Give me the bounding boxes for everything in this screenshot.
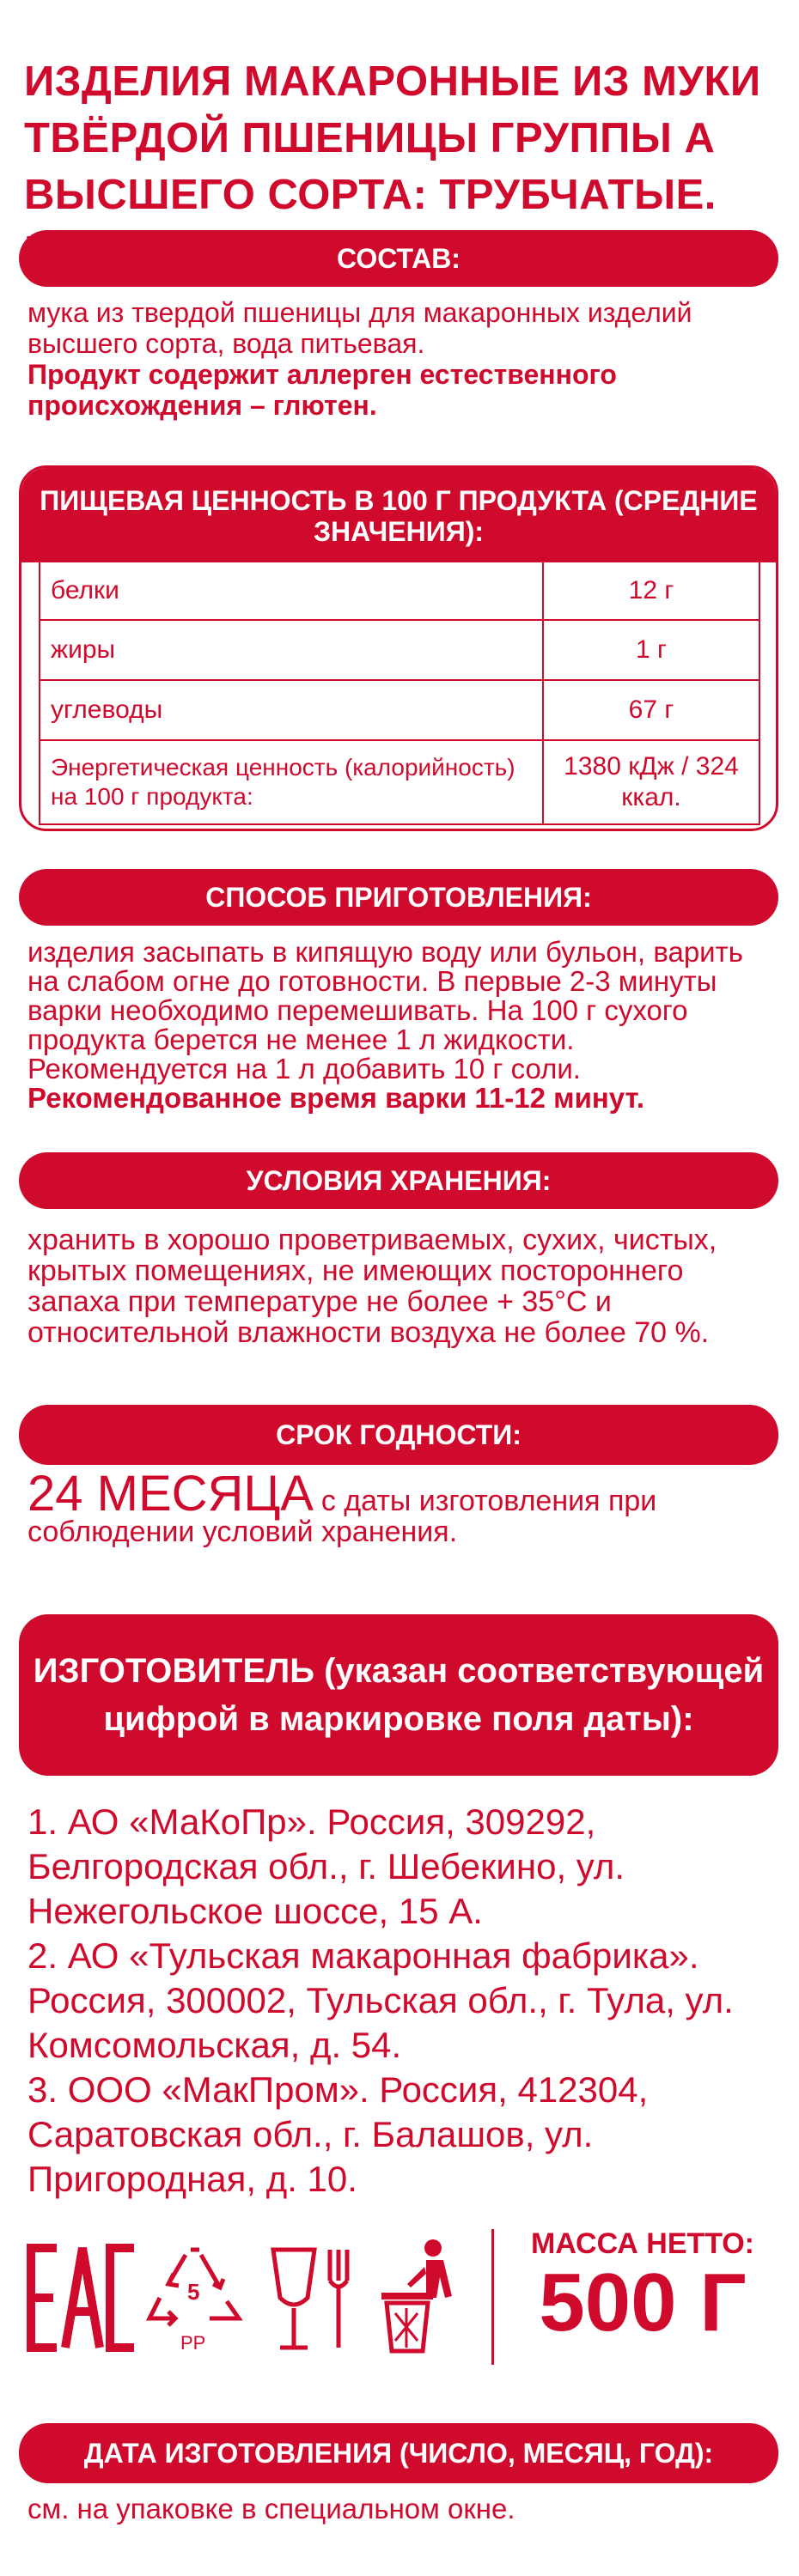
- nutrient-value: 1 г: [543, 620, 759, 680]
- storage-heading: УСЛОВИЯ ХРАНЕНИЯ:: [19, 1152, 778, 1209]
- recycle-code: PP: [180, 2332, 206, 2354]
- preparation-block: [27, 938, 775, 1113]
- nutrition-row-protein: [40, 562, 759, 620]
- nutrient-value: 12 г: [543, 562, 759, 620]
- shelf-life-heading: СРОК ГОДНОСТИ:: [19, 1405, 778, 1465]
- storage-text: хранить в хорошо проветриваемых, сухих, чистых, крытых помещениях, не имеющих постороннего запаха при температуре не более + 35°С и относительной влажности воздуха не более 70 %.: [27, 1224, 717, 1349]
- net-weight-label: МАССА НЕТТО:: [531, 2227, 754, 2260]
- nutrition-box: [19, 465, 778, 831]
- shelf-life-value: 24 МЕСЯЦА: [27, 1466, 314, 1522]
- preparation-text: изделия засыпать в кипящую воду или бульон, варить на слабом огне до готовности. В первые 2-3 минуты варки необходимо перемешивать. На 100 г сухого продукта берется не менее 1 л жидкости. Рекомендуется на 1 л добавить 10 г соли.: [27, 936, 743, 1084]
- product-title: ИЗДЕЛИЯ МАКАРОННЫЕ ИЗ МУКИ ТВЁРДОЙ ПШЕНИЦЫ ГРУППЫ А ВЫСШЕГО СОРТА: ТРУБЧАТЫЕ.: [24, 58, 761, 218]
- manufacturer-heading-text: ИЗГОТОВИТЕЛЬ (указан соответствующей цифрой в маркировке поля даты):: [33, 1652, 765, 1738]
- divider: [491, 2229, 494, 2365]
- recycle-pp-icon: [149, 2250, 239, 2354]
- nutrition-heading: ПИЩЕВАЯ ЦЕННОСТЬ В 100 Г ПРОДУКТА (СРЕДНИЕ ЗНАЧЕНИЯ):: [21, 468, 776, 562]
- eac-icon: [31, 2248, 134, 2348]
- nutrient-value: 67 г: [543, 680, 759, 740]
- marks-row: [22, 2229, 486, 2366]
- recycle-number: 5: [187, 2279, 200, 2305]
- composition-heading: СОСТАВ:: [19, 230, 778, 287]
- manufacturer-list: [27, 1800, 775, 2202]
- production-date-heading: ДАТА ИЗГОТОВЛЕНИЯ (ЧИСЛО, МЕСЯЦ, ГОД):: [19, 2423, 778, 2483]
- allergen-text: Продукт содержит аллерген естественного происхождения – глютен.: [27, 359, 617, 421]
- manufacturer-item: 1. АО «МаКоПр». Россия, 309292, Белгородская обл., г. Шебекино, ул. Нежегольское шоссе, 15 А.: [27, 1801, 625, 1931]
- nutrition-row-carbs: [40, 680, 759, 740]
- nutrition-row-energy: [40, 740, 759, 824]
- manufacturer-item: 2. АО «Тульская макаронная фабрика». Россия, 300002, Тульская обл., г. Тула, ул. Комсомольская, д. 54.: [27, 1935, 734, 2065]
- manufacturer-item: 3. ООО «МакПром». Россия, 412304, Саратовская обл., г. Балашов, ул. Пригородная, д. 10.: [27, 2069, 649, 2199]
- nutrition-row-fat: [40, 620, 759, 680]
- energy-label: Энергетическая ценность (калорийность) на 100 г продукта:: [40, 740, 543, 824]
- nutrient-name: жиры: [40, 620, 543, 680]
- nutrient-name: углеводы: [40, 680, 543, 740]
- production-date-text: см. на упаковке в специальном окне.: [27, 2493, 515, 2524]
- cooking-time: Рекомендованное время варки 11-12 минут.: [27, 1082, 644, 1114]
- composition-text: [27, 297, 775, 421]
- nutrient-name: белки: [40, 562, 543, 620]
- manufacturer-heading: [19, 1614, 778, 1776]
- dispose-in-bin-icon: [381, 2239, 452, 2351]
- net-weight: [507, 2227, 778, 2350]
- nutrition-table: [39, 561, 760, 825]
- food-grade-icon: [273, 2250, 347, 2348]
- preparation-heading: СПОСОБ ПРИГОТОВЛЕНИЯ:: [19, 869, 778, 926]
- shelf-life-text: с даты изготовления при соблюдении условий хранения.: [27, 1485, 657, 1548]
- ingredients-text: мука из твердой пшеницы для макаронных изделий высшего сорта, вода питьевая.: [27, 297, 692, 359]
- net-weight-value: 500 Г: [539, 2257, 747, 2348]
- shelf-life-block: [27, 1466, 775, 1548]
- energy-value: 1380 кДж / 324 ккал.: [543, 740, 759, 824]
